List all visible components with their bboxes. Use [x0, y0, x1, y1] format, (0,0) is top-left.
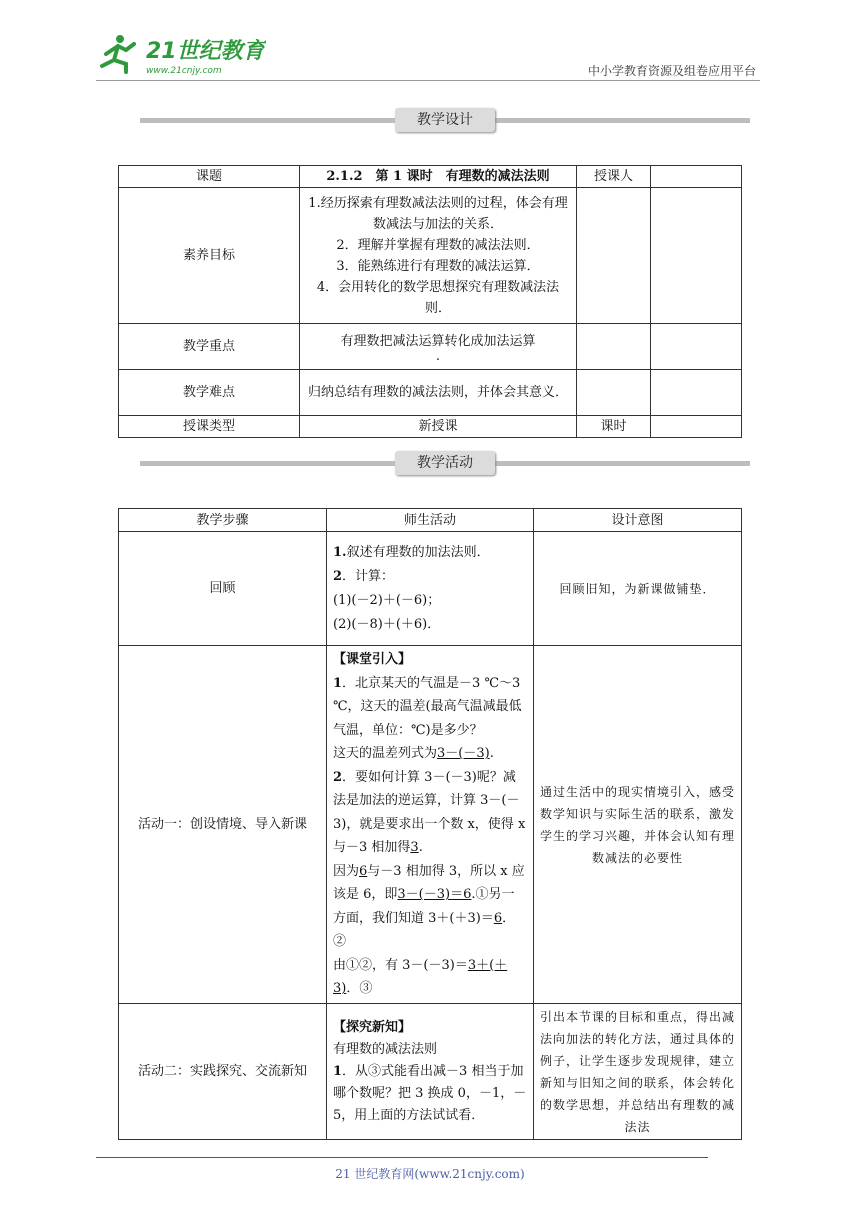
- section-banner-activity: [140, 451, 750, 475]
- type-value: 新授课: [300, 416, 577, 438]
- review-intent: 回顾旧知，为新课做铺垫．: [534, 532, 742, 646]
- goal-item: 4．会用转化的数学思想探究有理数减法法则．: [316, 279, 560, 316]
- header-intent: 设计意图: [534, 509, 742, 532]
- footer-divider: [96, 1157, 708, 1158]
- section-title-design: 教学设计: [417, 112, 473, 128]
- goals-list: [300, 188, 577, 324]
- goal-item: 1.经历探索有理数减法法则的过程，体会有理数减法与加法的关系．: [308, 195, 568, 232]
- runner-icon: [102, 35, 134, 72]
- activity1-step: 活动一：创设情境、导入新课: [119, 646, 327, 1004]
- goal-item: 3．能熟练进行有理数的减法运算．: [336, 258, 540, 274]
- header-divider: [96, 80, 760, 81]
- svg-text:21世纪教育: 21世纪教育: [146, 39, 265, 64]
- goals-label: 素养目标: [119, 188, 300, 324]
- svg-text:www.21cnjy.com: www.21cnjy.com: [146, 66, 222, 76]
- teacher-value: [651, 166, 742, 188]
- difficulty-label: 教学难点: [119, 370, 300, 416]
- activity2-title: 【探究新知】: [333, 1019, 412, 1035]
- goals-extra2: [651, 188, 742, 324]
- goals-extra: [577, 188, 651, 324]
- activity-table: [118, 508, 742, 1140]
- platform-name: 中小学教育资源及组卷应用平台: [587, 64, 756, 78]
- activity1-intent: 通过生活中的现实情境引入，感受数学知识与实际生活的联系，激发学生的学习兴趣，并体会认知有理数减法的必要性: [534, 646, 742, 1004]
- activity1-content: 【课堂引入】 1．北京某天的气温是－3 ℃～3 ℃，这天的温差(最高气温减最低气温，单位：℃)是多少？ 这天的温差列式为3－(－3). 2．要如何计算 3－(－3)呢？减法是加法的逆运算，计算 3－(－3)，就是要求出一个数 x，使得 x 与－3 相加得3. 因为6与－3 相加得 3，所以 x 应该是 6，即3－(－3)＝6.①另一方面，我们知道 3＋(＋3)＝6．② 由①②，有 3－(－3)＝3＋(＋3)．③: [327, 646, 534, 1004]
- topic-value: 2.1.2 第 1 课时 有理数的减法法则: [300, 166, 577, 188]
- footer-link[interactable]: 21 世纪教育网(www.21cnjy.com): [335, 1167, 525, 1181]
- hours-value: [651, 416, 742, 438]
- activity2-step: 活动二：实践探究、交流新知: [119, 1004, 327, 1140]
- section-banner-design: [140, 108, 750, 132]
- activity1-title: 【课堂引入】: [333, 652, 412, 668]
- header-activity: 师生活动: [327, 509, 534, 532]
- site-logo: [96, 30, 266, 80]
- key-value: 有理数把减法运算转化成加法运算 .: [300, 324, 577, 370]
- section-title-activity: 教学活动: [417, 455, 473, 471]
- key-label: 教学重点: [119, 324, 300, 370]
- review-step: 回顾: [119, 532, 327, 646]
- goal-item: 2．理解并掌握有理数的减法法则．: [336, 237, 540, 253]
- design-table: [118, 165, 742, 438]
- difficulty-value: 归纳总结有理数的减法法则，并体会其意义．: [300, 370, 577, 416]
- teacher-label: 授课人: [577, 166, 651, 188]
- review-content: 1.叙述有理数的加法法则． 2．计算： (1)(－2)＋(－6)； (2)(－8)＋(＋6)．: [327, 532, 534, 646]
- hours-label: 课时: [577, 416, 651, 438]
- header-step: 教学步骤: [119, 509, 327, 532]
- activity2-content: 【探究新知】 有理数的减法法则 1．从③式能看出减－3 相当于加哪个数呢？把 3 换成 0，－1，－5，用上面的方法试试看．: [327, 1004, 534, 1140]
- activity2-intent: 引出本节课的目标和重点，得出减法向加法的转化方法，通过具体的例子，让学生逐步发现规律，建立新知与旧知之间的联系，体会转化的数学思想，并总结出有理数的减法法: [534, 1004, 742, 1140]
- topic-label: 课题: [119, 166, 300, 188]
- type-label: 授课类型: [119, 416, 300, 438]
